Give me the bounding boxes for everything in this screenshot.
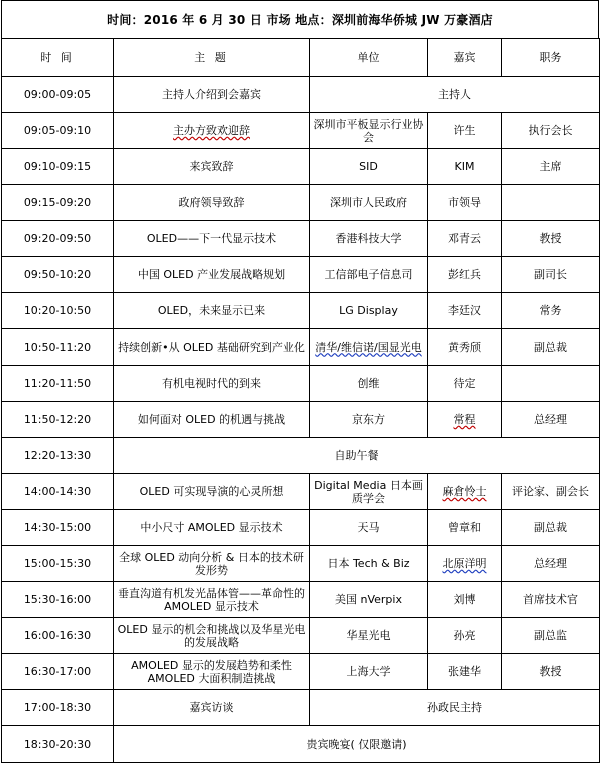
topic-cell: 持续创新•从 OLED 基础研究到产业化 (114, 329, 310, 366)
table-row (2, 402, 600, 438)
column-header-guest: 嘉宾 (428, 39, 502, 77)
guest-cell: 李廷汉 (428, 293, 502, 329)
time-cell: 12:20-13:30 (2, 438, 114, 474)
time-cell: 14:00-14:30 (2, 474, 114, 510)
column-header-time: 时 间 (2, 39, 114, 77)
topic-cell: 如何面对 OLED 的机遇与挑战 (114, 402, 310, 438)
table-header-row (2, 39, 600, 77)
org-text: 清华/维信诺/国显光电 (315, 340, 422, 354)
time-cell: 15:30-16:00 (2, 582, 114, 618)
guest-cell (428, 546, 502, 582)
time-cell: 09:20-09:50 (2, 221, 114, 257)
org-cell: LG Display (310, 293, 428, 329)
table-row (2, 149, 600, 185)
topic-cell: 有机电视时代的到来 (114, 366, 310, 402)
table-row (2, 221, 600, 257)
org-cell: Digital Media 日本画质学会 (310, 474, 428, 510)
title-cell: 教授 (502, 221, 600, 257)
topic-cell: 来宾致辞 (114, 149, 310, 185)
column-header-title: 职务 (502, 39, 600, 77)
time-cell: 15:00-15:30 (2, 546, 114, 582)
time-cell: 09:50-10:20 (2, 257, 114, 293)
title-cell: 教授 (502, 654, 600, 690)
time-cell: 11:20-11:50 (2, 366, 114, 402)
merged-cell: 主持人 (310, 77, 600, 113)
org-cell: 华星光电 (310, 618, 428, 654)
column-header-org: 单位 (310, 39, 428, 77)
guest-text: 北原洋明 (442, 557, 487, 570)
table-row (2, 474, 600, 510)
topic-cell: 主持人介绍到会嘉宾 (114, 77, 310, 113)
guest-cell: 刘博 (428, 582, 502, 618)
table-row (2, 113, 600, 149)
table-row (2, 546, 600, 582)
title-cell: 执行会长 (502, 113, 600, 149)
title-cell: 评论家、副会长 (502, 474, 600, 510)
guest-cell: 邓青云 (428, 221, 502, 257)
title-cell (502, 366, 600, 402)
guest-cell: 待定 (428, 366, 502, 402)
title-cell (502, 185, 600, 221)
title-cell: 副总裁 (502, 510, 600, 546)
title-cell: 总经理 (502, 402, 600, 438)
table-row (2, 690, 600, 726)
time-cell: 10:20-10:50 (2, 293, 114, 329)
topic-cell: 嘉宾访谈 (114, 690, 310, 726)
table-row (2, 257, 600, 293)
guest-cell (428, 474, 502, 510)
time-cell: 09:10-09:15 (2, 149, 114, 185)
agenda-table (1, 38, 600, 763)
time-cell: 09:05-09:10 (2, 113, 114, 149)
time-cell: 16:30-17:00 (2, 654, 114, 690)
topic-text: 主办方致欢迎辞 (173, 124, 250, 137)
org-cell: 香港科技大学 (310, 221, 428, 257)
title-cell: 常务 (502, 293, 600, 329)
table-row (2, 329, 600, 366)
title-cell: 副总监 (502, 618, 600, 654)
guest-cell: 彭红兵 (428, 257, 502, 293)
guest-cell: 许生 (428, 113, 502, 149)
time-cell: 09:00-09:05 (2, 77, 114, 113)
guest-cell: KIM (428, 149, 502, 185)
org-cell (310, 329, 428, 366)
topic-cell: 中国 OLED 产业发展战略规划 (114, 257, 310, 293)
topic-cell: OLED 显示的机会和挑战以及华星光电的发展战略 (114, 618, 310, 654)
table-row (2, 366, 600, 402)
time-cell: 17:00-18:30 (2, 690, 114, 726)
org-cell: 天马 (310, 510, 428, 546)
org-cell: 创维 (310, 366, 428, 402)
title-cell: 首席技术官 (502, 582, 600, 618)
table-row (2, 293, 600, 329)
table-row (2, 726, 600, 763)
org-cell: 日本 Tech & Biz (310, 546, 428, 582)
agenda-header: 时间：2016 年 6 月 30 日 市场 地点：深圳前海华侨城 JW 万豪酒店 (1, 0, 599, 38)
table-row (2, 582, 600, 618)
topic-cell: OLED，未来显示已来 (114, 293, 310, 329)
full-width-cell: 贵宾晚宴( 仅限邀请) (114, 726, 600, 763)
merged-cell: 孙政民主持 (310, 690, 600, 726)
guest-text: 常程 (453, 413, 476, 426)
org-cell: 上海大学 (310, 654, 428, 690)
org-cell: 深圳市平板显示行业协会 (310, 113, 428, 149)
guest-cell: 黄秀颀 (428, 329, 502, 366)
time-cell: 10:50-11:20 (2, 329, 114, 366)
topic-cell: 垂直沟道有机发光晶体管——革命性的 AMOLED 显示技术 (114, 582, 310, 618)
guest-cell: 孙亮 (428, 618, 502, 654)
table-row (2, 185, 600, 221)
table-row (2, 438, 600, 474)
guest-cell (428, 402, 502, 438)
org-cell (310, 582, 428, 618)
topic-cell (114, 113, 310, 149)
table-row (2, 77, 600, 113)
title-cell: 主席 (502, 149, 600, 185)
table-row (2, 510, 600, 546)
title-cell: 总经理 (502, 546, 600, 582)
guest-text: 麻倉怜士 (442, 485, 487, 498)
org-cell: 深圳市人民政府 (310, 185, 428, 221)
guest-cell: 曾章和 (428, 510, 502, 546)
table-row (2, 654, 600, 690)
time-cell: 16:00-16:30 (2, 618, 114, 654)
org-cell: 京东方 (310, 402, 428, 438)
column-header-topic: 主 题 (114, 39, 310, 77)
topic-cell: OLED 可实现导演的心灵所想 (114, 474, 310, 510)
topic-cell: OLED——下一代显示技术 (114, 221, 310, 257)
guest-cell: 市领导 (428, 185, 502, 221)
org-cell: 工信部电子信息司 (310, 257, 428, 293)
org-cell: SID (310, 149, 428, 185)
time-cell: 14:30-15:00 (2, 510, 114, 546)
time-cell: 18:30-20:30 (2, 726, 114, 763)
org-text: 美国 nVerpix (335, 593, 402, 606)
time-cell: 11:50-12:20 (2, 402, 114, 438)
title-cell: 副总裁 (502, 329, 600, 366)
topic-cell: 中小尺寸 AMOLED 显示技术 (114, 510, 310, 546)
title-cell: 副司长 (502, 257, 600, 293)
topic-cell: 全球 OLED 动向分析 & 日本的技术研发形势 (114, 546, 310, 582)
topic-cell: 政府领导致辞 (114, 185, 310, 221)
table-row (2, 618, 600, 654)
time-cell: 09:15-09:20 (2, 185, 114, 221)
full-width-cell: 自助午餐 (114, 438, 600, 474)
topic-cell: AMOLED 显示的发展趋势和柔性 AMOLED 大面积制造挑战 (114, 654, 310, 690)
guest-cell: 张建华 (428, 654, 502, 690)
